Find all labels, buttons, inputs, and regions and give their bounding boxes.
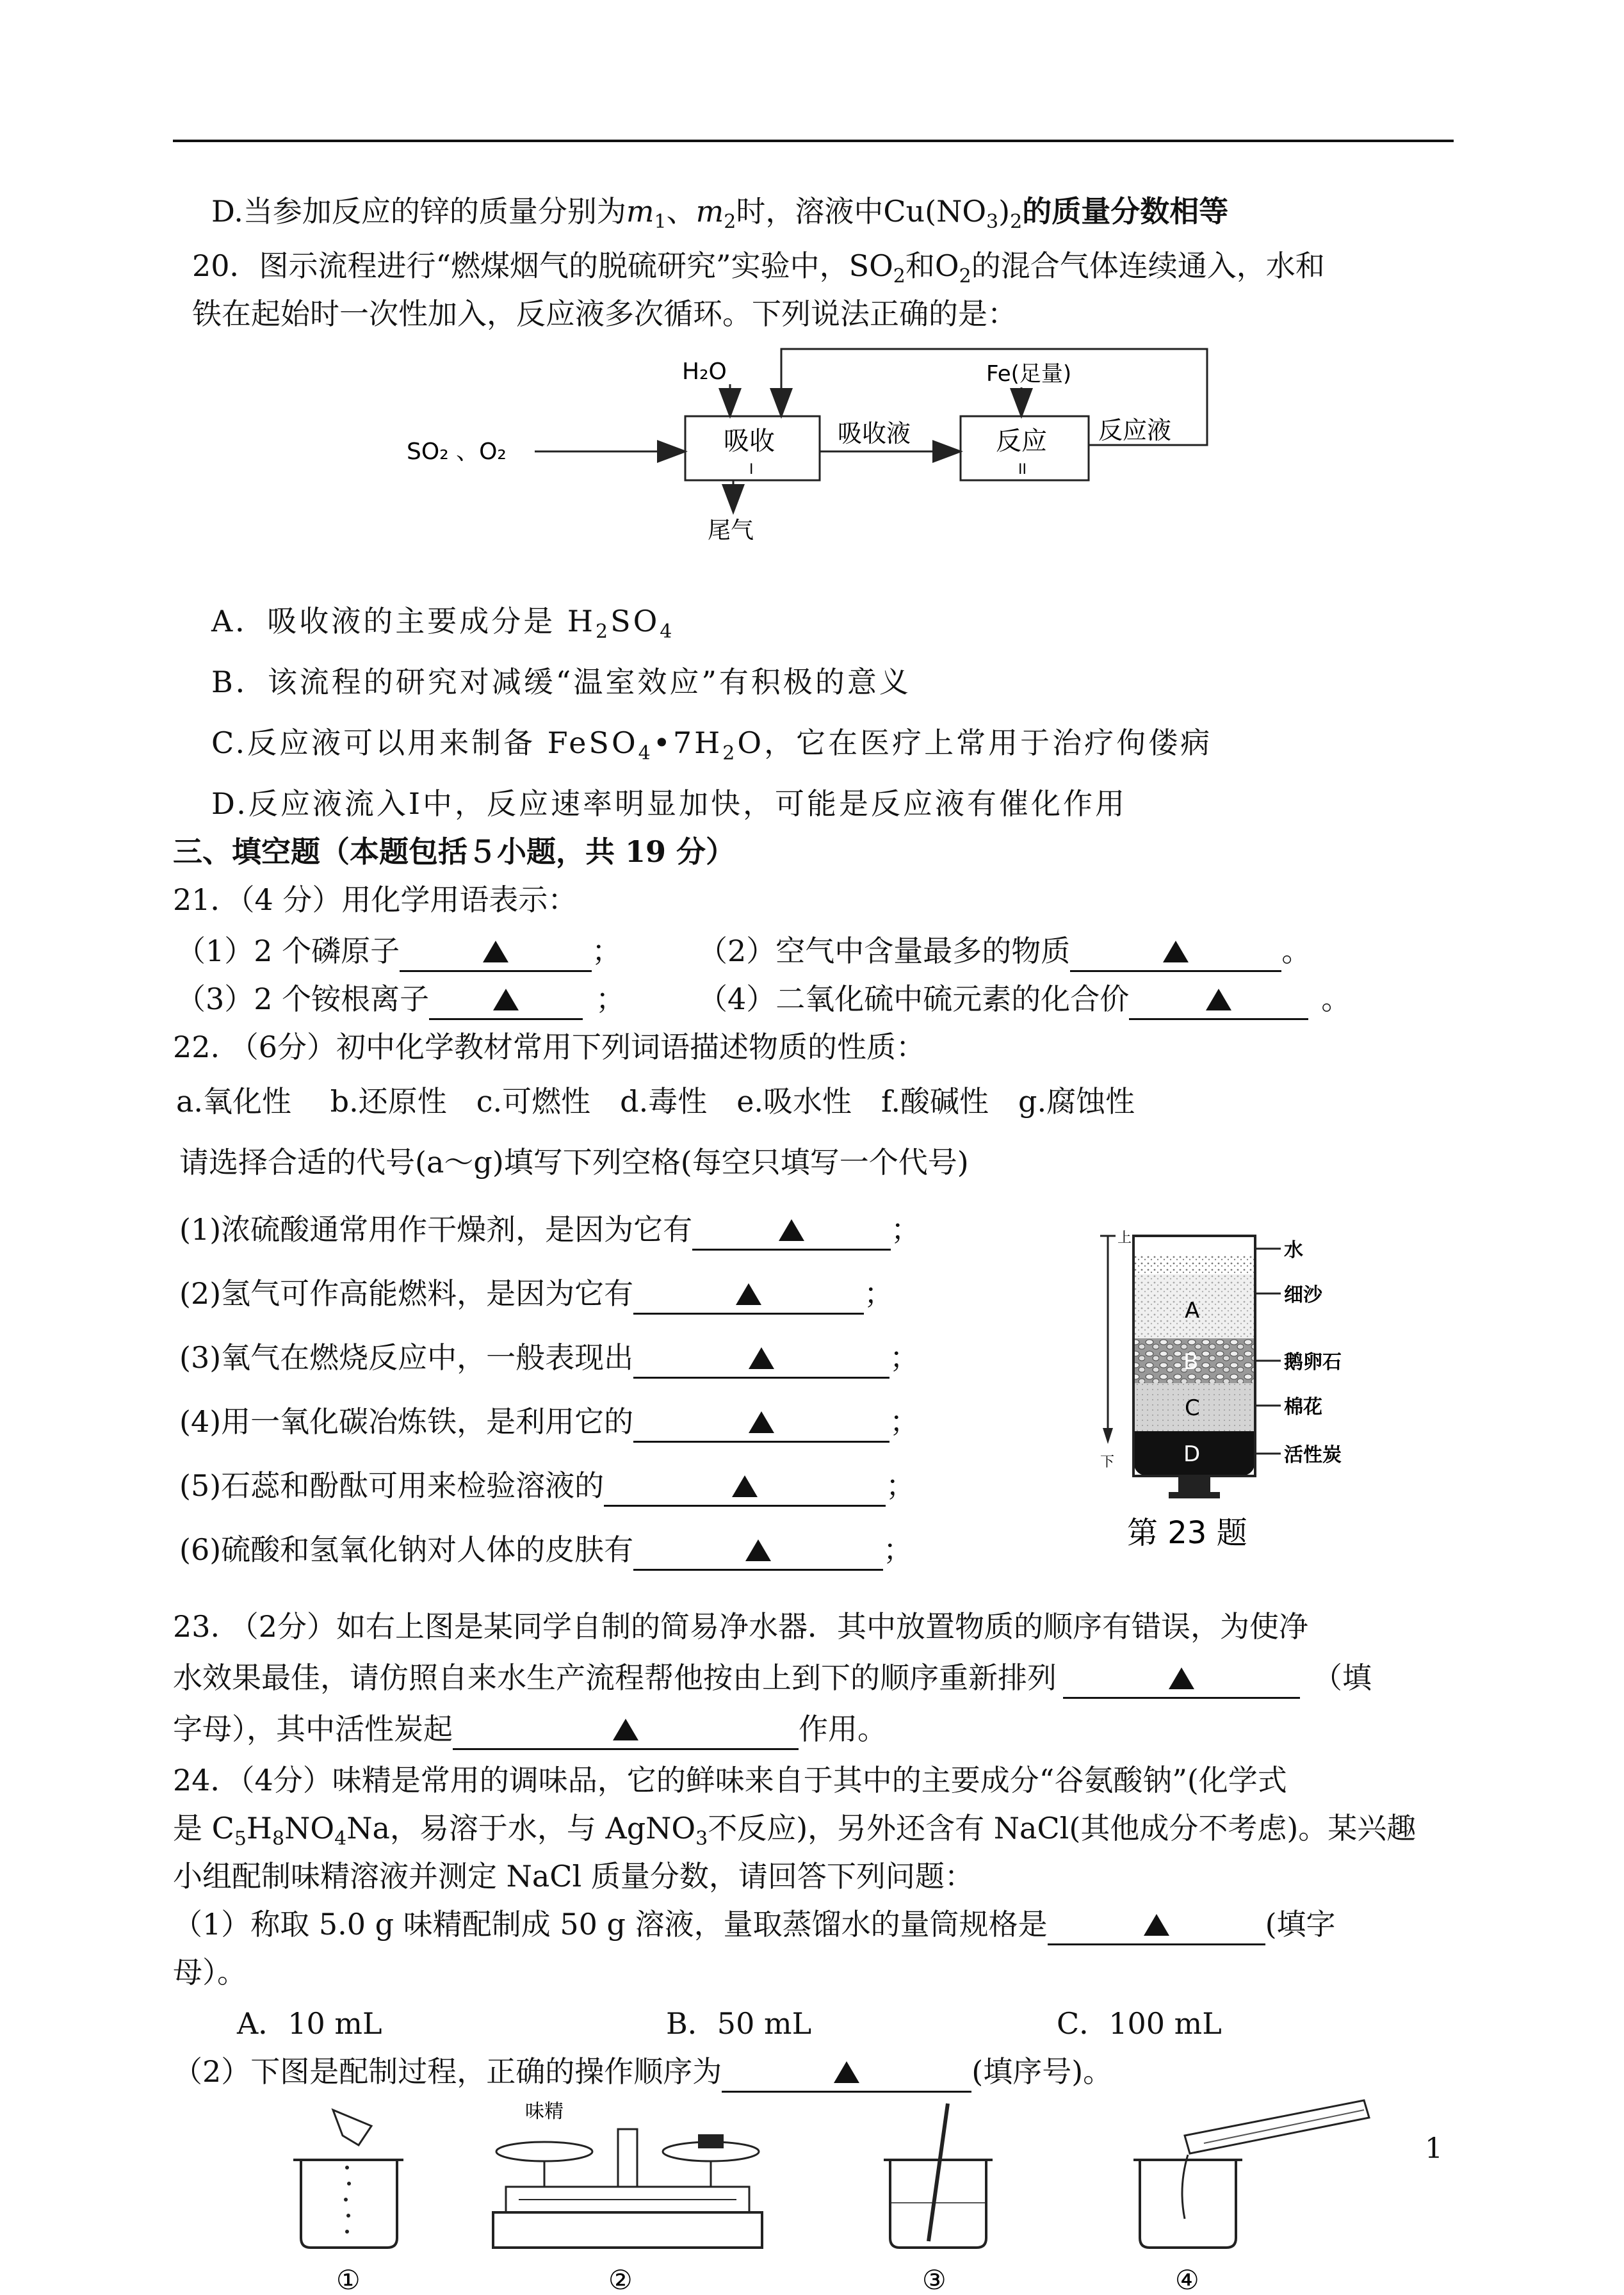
q22-item3: (3)氧气在燃烧反应中，一般表现出 ； <box>179 1338 919 1379</box>
q21-part2: （2）空气中含量最多的物质 。 <box>698 932 1311 972</box>
triangle-marker <box>745 1539 771 1561</box>
q20-option-b: B．该流程的研究对减缓“温室效应”有积极的意义 <box>211 665 911 699</box>
q24-part1-cont: 母）。 <box>173 1955 247 1990</box>
triangle-marker <box>834 2061 859 2083</box>
label-tail: 尾气 <box>708 517 754 544</box>
q24-line3: 小组配制味精溶液并测定 NaCl 质量分数，请回答下列问题： <box>173 1859 974 1894</box>
q22-item6: (6)硫酸和氢氧化钠对人体的皮肤有 ； <box>179 1530 913 1571</box>
answer-blank[interactable] <box>722 2052 971 2093</box>
answer-blank[interactable] <box>633 1274 864 1315</box>
q24-part2: （2）下图是配制过程，正确的操作顺序为 (填序号)。 <box>173 2052 1112 2093</box>
water-filter-figure <box>1089 1223 1358 1556</box>
figure-2-number: ② <box>608 2264 633 2295</box>
label-box1: 吸收 <box>724 426 775 456</box>
answer-blank[interactable] <box>453 1710 799 1750</box>
answer-blank[interactable] <box>1070 932 1281 972</box>
figure-2-balance <box>493 2100 762 2295</box>
answer-blank[interactable] <box>604 1466 886 1507</box>
label-inlet: SO₂ 、O₂ <box>407 439 507 465</box>
label-box2: 反应 <box>996 426 1047 456</box>
label-water: 水 <box>1284 1239 1303 1261</box>
label-flow2: 反应液 <box>1098 416 1172 444</box>
label-box1-sub: I <box>749 462 754 478</box>
triangle-marker <box>1169 1667 1194 1689</box>
triangle-marker <box>779 1219 804 1241</box>
flow-diagram <box>397 339 1230 551</box>
q21-part4: （4）二氧化硫中硫元素的化合价 。 <box>698 980 1351 1020</box>
q20-option-a: A．吸收液的主要成分是 $H_2SO_4$ <box>211 604 675 644</box>
q23-line1: 23. （2分）如右上图是某同学自制的简易净水器．其中放置物质的顺序有错误，为使净 <box>173 1609 1309 1644</box>
q22-item2: (2)氢气可作高能燃料，是因为它有 ； <box>179 1274 893 1315</box>
q24-option-a: A．10 mL <box>237 2006 382 2041</box>
q24-option-b: B．50 mL <box>666 2006 812 2041</box>
layer-d-label: D <box>1183 1441 1201 1467</box>
label-cotton: 棉花 <box>1284 1396 1322 1418</box>
header-rule <box>173 140 1454 142</box>
q21-part3: （3）2 个铵根离子 ； <box>176 980 625 1020</box>
answer-blank[interactable] <box>429 980 583 1020</box>
answer-blank[interactable] <box>692 1210 891 1251</box>
q20-option-d: D.反应液流入Ⅰ中，反应速率明显加快，可能是反应液有催化作用 <box>211 786 1128 821</box>
q22-instruction: 请选择合适的代号(a～g)填写下列空格(每空只填写一个代号) <box>179 1145 969 1180</box>
label-fe: Fe(足量) <box>986 361 1072 387</box>
label-sand: 细沙 <box>1284 1284 1322 1306</box>
q22-stem: 22. （6分）初中化学教材常用下列词语描述物质的性质： <box>173 1030 926 1064</box>
filter-caption: 第 23 题 <box>1127 1515 1247 1551</box>
answer-blank[interactable] <box>1048 1905 1265 1945</box>
q22-item4: (4)用一氧化碳冶炼铁，是利用它的 ； <box>179 1402 919 1443</box>
figure-4-number: ④ <box>1175 2264 1199 2295</box>
answer-blank[interactable] <box>1129 980 1308 1020</box>
q22-options: a.氧化性 b.还原性 c.可燃性 d.毒性 e.吸水性 f.酸碱性 g.腐蚀性 <box>176 1084 1135 1119</box>
figure-3-number: ③ <box>922 2264 946 2295</box>
figure-1-pour-solid <box>293 2110 403 2295</box>
triangle-marker <box>613 1719 638 1740</box>
page-number: 1 <box>1425 2132 1443 2165</box>
label-pebble: 鹅卵石 <box>1284 1351 1342 1374</box>
q21-stem: 21．（4 分）用化学用语表示： <box>173 882 578 917</box>
answer-blank[interactable] <box>400 932 592 972</box>
layer-c-label: C <box>1185 1395 1200 1421</box>
triangle-marker <box>736 1283 761 1305</box>
q23-line2: 水效果最佳，请仿照自来水生产流程帮他按由上到下的顺序重新排列 （填 <box>173 1658 1372 1699</box>
triangle-marker <box>493 989 519 1010</box>
q20-option-c: C.反应液可以用来制备 $FeSO_4•7H_2O$，它在医疗上常用于治疗佝偻病 <box>211 726 1213 765</box>
q20-stem-line1: 20．图示流程进行“燃煤烟气的脱硫研究”实验中，$SO_2$和$O_2$的混合气体连续通入，水和 <box>192 248 1325 288</box>
triangle-marker <box>1163 941 1189 962</box>
answer-blank[interactable] <box>633 1530 883 1571</box>
layer-a-label: A <box>1185 1298 1200 1324</box>
label-flow1: 吸收液 <box>838 419 911 448</box>
section3-heading: 三、填空题（本题包括５小题，共 19 分） <box>173 834 736 869</box>
layer-b-label: B <box>1183 1349 1199 1375</box>
q24-line1: 24．（4分）味精是常用的调味品，它的鲜味来自于其中的主要成分“谷氨酸钠”(化学式 <box>173 1763 1287 1797</box>
triangle-marker <box>732 1475 758 1497</box>
figure-1-number: ① <box>336 2264 361 2295</box>
triangle-marker <box>749 1411 774 1433</box>
q24-part1: （1）称取 5.0 g 味精配制成 50 g 溶液，量取蒸馏水的量筒规格是 (填字 <box>173 1905 1336 1945</box>
q22-item1: (1)浓硫酸通常用作干燥剂，是因为它有 ； <box>179 1210 920 1251</box>
q21-part1: （1）2 个磷原子 ； <box>176 932 621 972</box>
answer-blank[interactable] <box>633 1402 889 1443</box>
triangle-marker <box>483 941 508 962</box>
q23-line3: 字母），其中活性炭起 作用。 <box>173 1710 887 1750</box>
triangle-marker <box>1144 1914 1169 1936</box>
q24-option-c: C．100 mL <box>1057 2006 1222 2041</box>
filter-up-label: 上 <box>1117 1230 1132 1246</box>
label-h2o: H₂O <box>682 359 727 385</box>
q22-item5: (5)石蕊和酚酞可用来检验溶液的 ； <box>179 1466 915 1507</box>
figure-4-pour-liquid <box>1133 2100 1369 2295</box>
answer-blank[interactable] <box>633 1338 889 1379</box>
q20-stem-line2: 铁在起始时一次性加入，反应液多次循环。下列说法正确的是： <box>192 296 1017 331</box>
figure-3-stir <box>884 2104 993 2295</box>
q19-option-d: D.当参加反应的锌的质量分别为$m_1$、$m_2$时，溶液中$Cu(NO_3)_2$的质量分数相等 <box>211 194 1229 234</box>
answer-blank[interactable] <box>1063 1658 1300 1699</box>
label-box2-sub: II <box>1018 462 1027 478</box>
label-carbon: 活性炭 <box>1284 1444 1342 1466</box>
filter-down-label: 下 <box>1100 1454 1115 1470</box>
triangle-marker <box>1206 989 1231 1010</box>
figure-2-label: 味精 <box>525 2100 564 2123</box>
q24-line2: 是 $C_5H_8NO_4Na$，易溶于水，与 AgNO$_3$不反应)，另外还含有 NaCl(其他成分不考虑)。某兴趣 <box>173 1811 1417 1851</box>
procedure-figures <box>275 2091 1428 2295</box>
triangle-marker <box>749 1347 774 1369</box>
